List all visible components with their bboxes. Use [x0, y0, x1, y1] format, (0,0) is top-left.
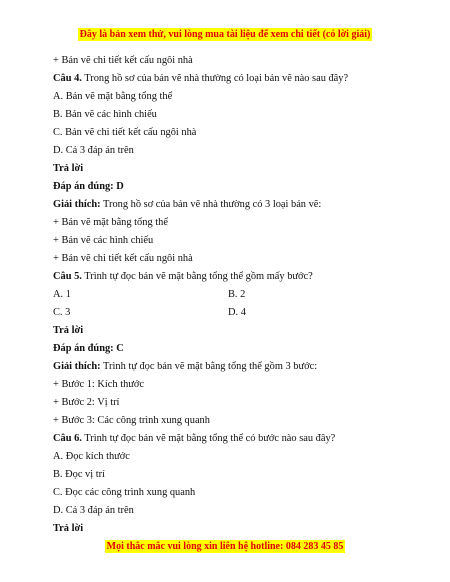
- correct-answer: Đáp án đúng: D: [53, 181, 124, 192]
- explanation: [53, 358, 403, 376]
- preview-banner-text: Đây là bản xem thử, vui lòng mua tài liệu để xem chi tiết (có lời giải): [79, 29, 371, 40]
- option-a: A. Bản vẽ mặt bằng tổng thể: [53, 91, 173, 102]
- option-a: A. 1: [53, 289, 71, 300]
- question-label: Câu 5.: [53, 271, 82, 282]
- question-text: Trình tự đọc bản vẽ mặt bằng tổng thể có bước nào sau đây?: [81, 433, 336, 444]
- option-b: B. Bản vẽ các hình chiếu: [53, 109, 157, 120]
- explanation-text: Trình tự đọc bản vẽ mặt bằng tổng thể gồm 3 bước:: [100, 361, 318, 372]
- bullet-line: + Bản vẽ chi tiết kết cấu ngôi nhà: [53, 55, 193, 66]
- answer-heading: Trả lời: [53, 163, 84, 174]
- option-d: D. 4: [228, 307, 246, 318]
- bullet-line: + Bước 2: Vị trí: [53, 397, 120, 408]
- options-row: [53, 304, 403, 322]
- correct-answer: Đáp án đúng: C: [53, 343, 124, 354]
- option-d: D. Cả 3 đáp án trên: [53, 505, 134, 516]
- preview-banner: [0, 24, 450, 42]
- explanation-text: Trong hồ sơ của bản vẽ nhà thường có 3 loại bản vẽ:: [100, 199, 322, 210]
- explanation: [53, 196, 403, 214]
- option-a: A. Đọc kích thước: [53, 451, 130, 462]
- option-b: B. 2: [228, 289, 246, 300]
- bullet-line: + Bản vẽ mặt bằng tổng thể: [53, 217, 168, 228]
- option-c: C. 3: [53, 307, 71, 318]
- document-body: [53, 52, 403, 538]
- answer-heading: Trả lời: [53, 325, 84, 336]
- hotline-banner-text: Mọi thắc mắc vui lòng xin liên hệ hotline: 084 283 45 85: [106, 541, 344, 552]
- question-label: Câu 6.: [53, 433, 82, 444]
- answer-heading: Trả lời: [53, 523, 84, 534]
- bullet-line: + Bản vẽ chi tiết kết cấu ngôi nhà: [53, 253, 193, 264]
- option-c: C. Đọc các công trình xung quanh: [53, 487, 196, 498]
- option-c: C. Bản vẽ chi tiết kết cấu ngôi nhà: [53, 127, 197, 138]
- question-4: [53, 70, 403, 88]
- explanation-label: Giải thích:: [53, 199, 101, 210]
- question-text: Trong hồ sơ của bản vẽ nhà thường có loại bản vẽ nào sau đây?: [81, 73, 349, 84]
- hotline-banner: [0, 536, 450, 554]
- option-d: D. Cả 3 đáp án trên: [53, 145, 134, 156]
- bullet-line: + Bước 3: Các công trình xung quanh: [53, 415, 210, 426]
- bullet-line: + Bước 1: Kích thước: [53, 379, 145, 390]
- question-6: [53, 430, 403, 448]
- options-row: [53, 286, 403, 304]
- question-text: Trình tự đọc bản vẽ mặt bằng tổng thể gồm mấy bước?: [81, 271, 313, 282]
- question-5: [53, 268, 403, 286]
- explanation-label: Giải thích:: [53, 361, 101, 372]
- bullet-line: + Bản vẽ các hình chiếu: [53, 235, 154, 246]
- question-label: Câu 4.: [53, 73, 82, 84]
- option-b: B. Đọc vị trí: [53, 469, 105, 480]
